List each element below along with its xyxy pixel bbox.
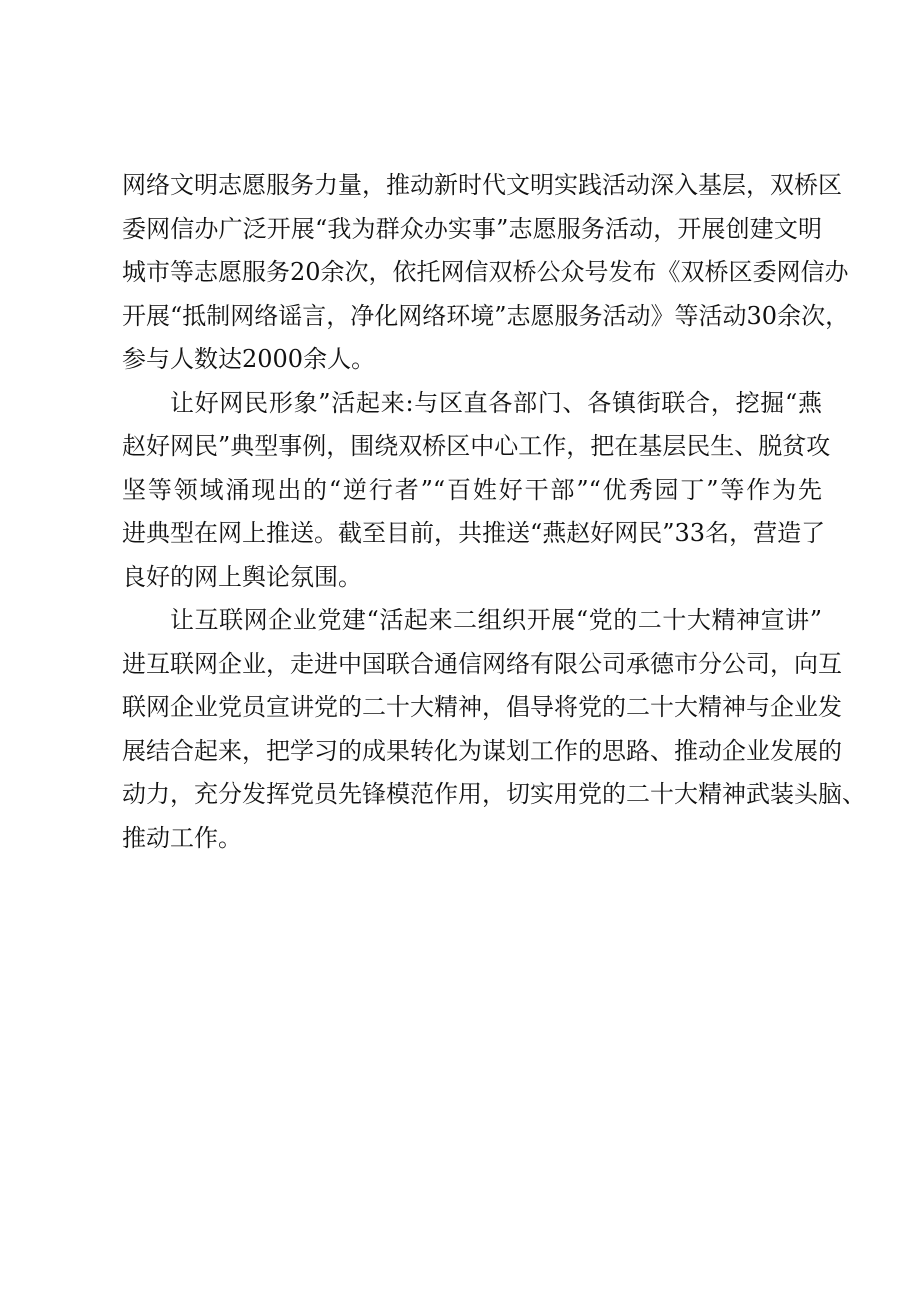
text-line: 开展“抵制网络谣言，净化网络环境”志愿服务活动》等活动30余次， bbox=[122, 301, 850, 330]
text-line: 参与人数达2000余人。 bbox=[122, 345, 376, 373]
document-body bbox=[122, 164, 866, 860]
paragraph-good-netizen bbox=[122, 382, 831, 600]
text-line: 城市等志愿服务20余次，依托网信双桥公众号发布《双桥区委网信办 bbox=[122, 258, 849, 286]
text-line: 赵好网民”典型事例，围绕双桥区中心工作，把在基层民生、脱贫攻 bbox=[122, 432, 831, 460]
text-line: 展结合起来，把学习的成果转化为谋划工作的思路、推动企业发展的 bbox=[122, 736, 842, 765]
text-line: 进互联网企业，走进中国联合通信网络有限公司承德市分公司，向互 bbox=[122, 649, 842, 678]
text-line: 委网信办广泛开展“我为群众办实事”志愿服务活动，开展创建文明 bbox=[122, 214, 822, 243]
text-line: 推动工作。 bbox=[122, 823, 242, 852]
text-line: 坚等领域涌现出的“逆行者”“百姓好干部”“优秀园丁”等作为先 bbox=[122, 475, 822, 504]
paragraph-party-building bbox=[122, 599, 866, 860]
text-line: 让互联网企业党建“活起来二组织开展“党的二十大精神宣讲” bbox=[170, 606, 822, 634]
text-line: 让好网民形象”活起来:与区直各部门、各镇街联合，挖掘“燕 bbox=[170, 388, 822, 417]
text-line: 联网企业党员宣讲党的二十大精神，倡导将党的二十大精神与企业发 bbox=[122, 693, 842, 721]
text-line: 进典型在网上推送。截至目前，共推送“燕赵好网民”33名，营造了 bbox=[122, 519, 826, 547]
text-line: 网络文明志愿服务力量，推动新时代文明实践活动深入基层，双桥区 bbox=[122, 171, 842, 199]
text-line: 动力，充分发挥党员先锋模范作用，切实用党的二十大精神武装头脑、 bbox=[122, 780, 866, 808]
paragraph-volunteer-service bbox=[122, 164, 850, 382]
text-line: 良好的网上舆论氛围。 bbox=[122, 562, 362, 591]
